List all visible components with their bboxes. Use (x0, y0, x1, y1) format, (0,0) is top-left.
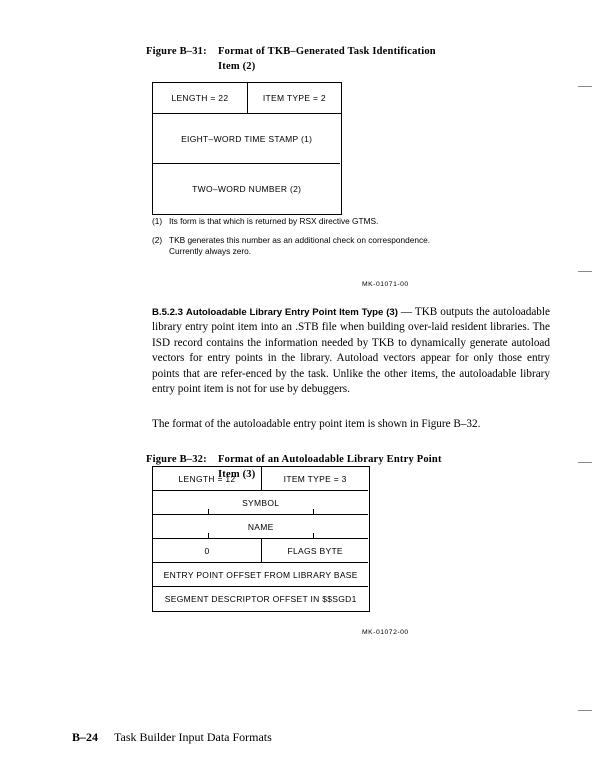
diagram-row (153, 563, 369, 587)
figure-b31-label: Figure B–31: (146, 46, 207, 57)
diagram-cell-item-type: ITEM TYPE = 2 (248, 83, 341, 114)
figure-b31-footnotes (152, 216, 442, 265)
figure-b31-title-line1: Format of TKB–Generated Task Identification (218, 46, 436, 57)
diagram-cell-name: NAME (153, 515, 368, 539)
section-dash: — (400, 306, 413, 318)
section-body-text: TKB outputs the autoloadable library entry point item into an .STB file when building over-laid resident libraries. The ISD record contains the information needed by TKB to dynamically generate autoload vectors for entry points in the library. Autoload vectors appear for only those entry points that are refer-enced by the task. Unlike the other items, the autoloadable library entry point item is not for use by debuggers. (152, 306, 550, 396)
figure-b32-title-line1: Format of an Autoloadable Library Entry Point (218, 454, 442, 465)
diagram-cell-segment-descriptor-offset: SEGMENT DESCRIPTOR OFFSET IN $$SGD1 (164, 594, 357, 604)
diagram-cell-two-word-number: TWO–WORD NUMBER (2) (192, 184, 302, 194)
diagram-cell-time-stamp: EIGHT–WORD TIME STAMP (1) (153, 114, 340, 164)
diagram-cell-zero: 0 (153, 539, 262, 563)
margin-tick (578, 710, 592, 711)
margin-tick (578, 462, 592, 463)
diagram-cell-flags-byte: FLAGS BYTE (262, 539, 368, 563)
diagram-row (153, 539, 369, 563)
diagram-cell-symbol: SYMBOL (153, 491, 368, 515)
footnote-text: Its form is that which is returned by RSX directive GTMS. (169, 216, 379, 226)
diagram-cell-length: LENGTH = 12 (153, 467, 262, 491)
figure-b32-diagram (152, 466, 370, 612)
footnote-number: (2) (152, 234, 163, 245)
diagram-notch (208, 533, 209, 539)
diagram-row (153, 164, 341, 214)
page-footer (72, 730, 272, 745)
section-b523-paragraph (152, 305, 550, 397)
footnote-item (152, 216, 442, 228)
figure-b31-heading (146, 44, 436, 74)
figure-b32-mk-code: MK-01072-00 (362, 629, 409, 636)
footnote-number: (1) (152, 216, 163, 226)
section-heading: Autoloadable Library Entry Point Item Type (3) (185, 307, 398, 318)
figure-b32-title-line2: Item (3) (218, 469, 256, 480)
figure-b31-title-line2: Item (2) (218, 61, 256, 72)
figure-b31-diagram (152, 82, 342, 215)
figure-b31-mk-code: MK-01071-00 (362, 281, 409, 288)
section-number: B.5.2.3 (152, 307, 183, 318)
page-number: B–24 (72, 730, 99, 744)
diagram-row (153, 515, 369, 539)
diagram-row (153, 467, 369, 491)
margin-tick (578, 86, 592, 87)
diagram-row (153, 83, 341, 114)
margin-tick (578, 271, 592, 272)
figure-reference-paragraph: The format of the autoloadable entry point item is shown in Figure B–32. (152, 418, 481, 430)
diagram-cell-item-type: ITEM TYPE = 3 (262, 467, 368, 491)
footnote-item (152, 235, 442, 258)
diagram-row (153, 587, 369, 611)
diagram-row (153, 491, 369, 515)
footnote-text: TKB generates this number as an additional check on correspondence. Currently always zero. (169, 234, 431, 256)
running-title: Task Builder Input Data Formats (114, 730, 272, 744)
diagram-cell-length: LENGTH = 22 (153, 83, 248, 114)
diagram-cell-entry-point-offset: ENTRY POINT OFFSET FROM LIBRARY BASE (153, 563, 368, 587)
figure-b32-label: Figure B–32: (146, 454, 207, 465)
diagram-notch (313, 533, 314, 539)
diagram-row (153, 114, 341, 164)
